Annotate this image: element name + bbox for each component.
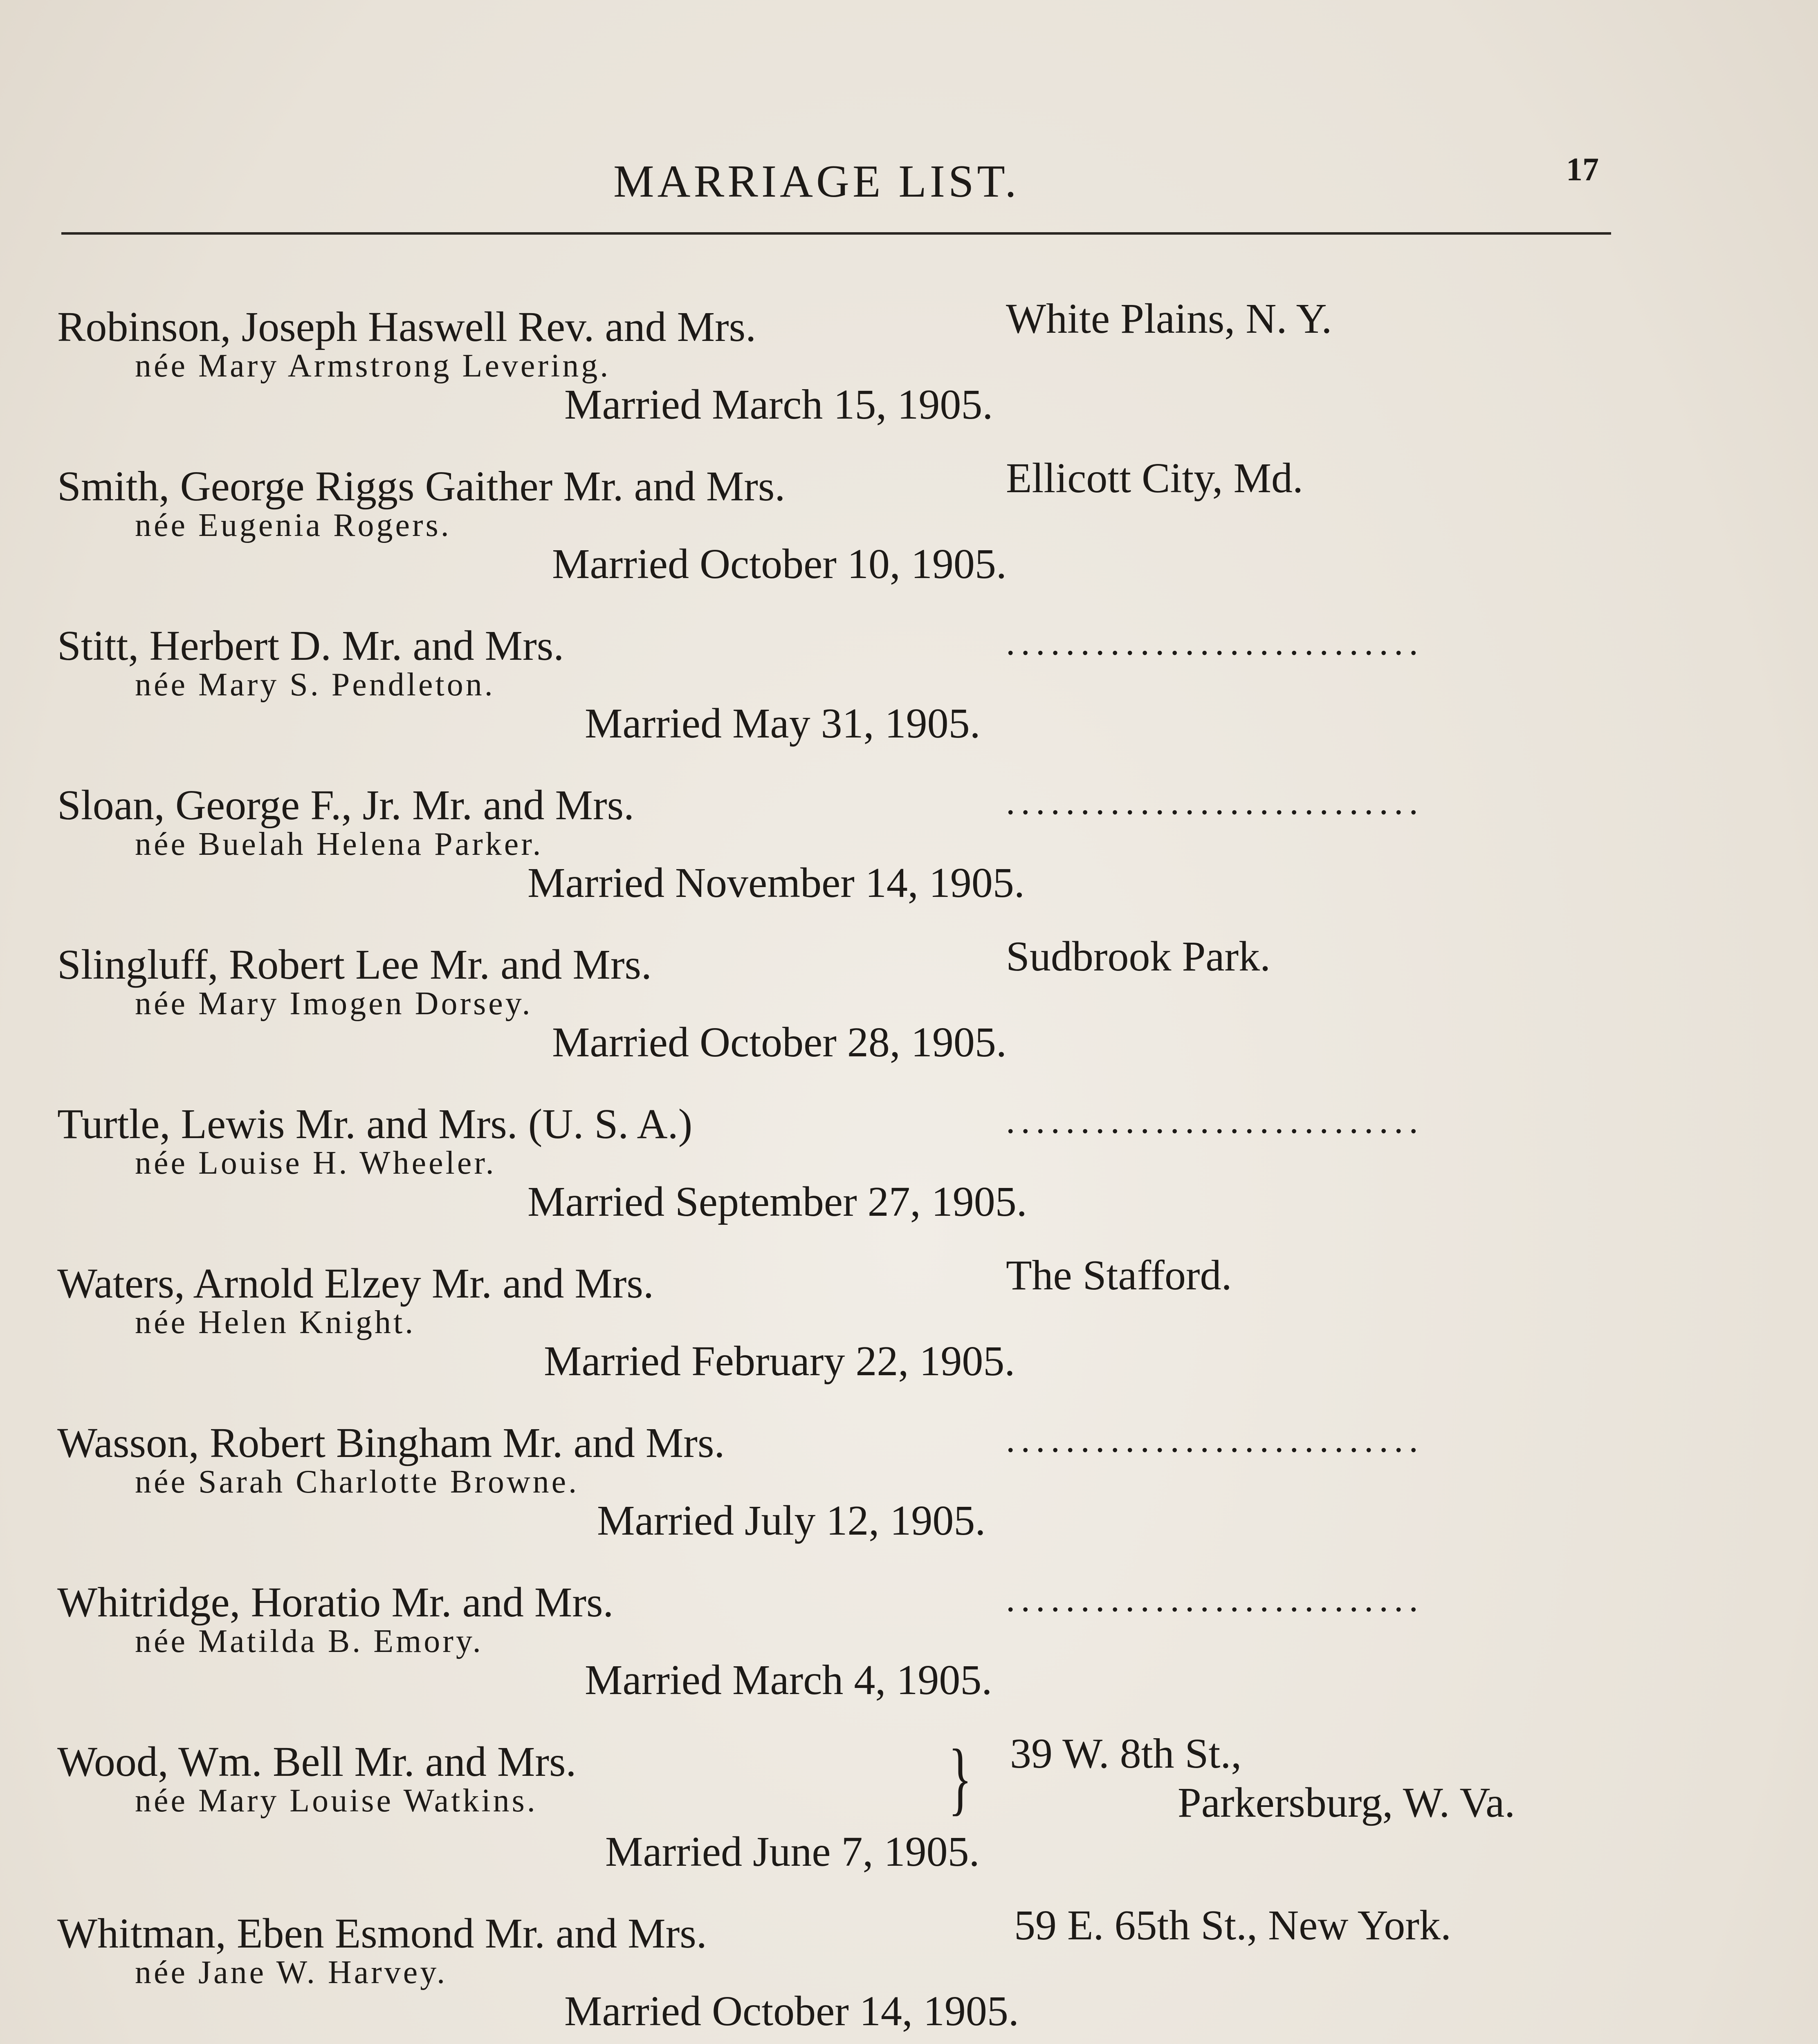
entry-nee: née Mary Louise Watkins.	[135, 1783, 538, 1819]
entry-address-blank: ............................	[1006, 1579, 1424, 1619]
list-item	[0, 1730, 1818, 1893]
list-item	[0, 933, 1818, 1096]
entry-married: Married June 7, 1905.	[605, 1828, 980, 1875]
brace-glyph: }	[948, 1733, 972, 1823]
list-item	[0, 781, 1818, 936]
entry-address: Ellicott City, Md.	[1006, 455, 1304, 502]
page-number: 17	[1566, 152, 1599, 188]
header-rule	[61, 232, 1611, 235]
entry-nee: née Matilda B. Emory.	[135, 1623, 483, 1659]
entry-nee: née Sarah Charlotte Browne.	[135, 1464, 579, 1500]
entry-married: Married July 12, 1905.	[597, 1497, 986, 1544]
entry-nee: née Louise H. Wheeler.	[135, 1145, 496, 1181]
entry-nee: née Jane W. Harvey.	[135, 1954, 448, 1990]
entry-married: Married May 31, 1905.	[585, 700, 981, 747]
entry-name: Waters, Arnold Elzey Mr. and Mrs.	[57, 1260, 654, 1307]
entry-address-blank: ............................	[1006, 1100, 1424, 1141]
entry-address-blank: ............................	[1006, 782, 1424, 822]
entry-married: Married February 22, 1905.	[544, 1338, 1015, 1385]
entry-address-blank: ............................	[1006, 1419, 1424, 1460]
entry-married: Married October 10, 1905.	[552, 540, 1007, 587]
list-item	[0, 1902, 1818, 2044]
entry-name: Smith, George Riggs Gaither Mr. and Mrs.	[57, 463, 786, 510]
list-item	[0, 1100, 1818, 1255]
list-item	[0, 621, 1818, 777]
entry-address: White Plains, N. Y.	[1006, 295, 1332, 342]
entry-nee: née Mary Imogen Dorsey.	[135, 986, 533, 1022]
entry-name: Slingluff, Robert Lee Mr. and Mrs.	[57, 941, 652, 988]
entry-address-blank: ............................	[1006, 622, 1424, 663]
entry-married: Married November 14, 1905.	[527, 859, 1025, 906]
list-item	[0, 455, 1818, 617]
entry-address-line-1: 39 W. 8th St.,	[1010, 1730, 1242, 1777]
list-item	[0, 1578, 1818, 1733]
entry-address-line-2: Parkersburg, W. Va.	[1178, 1779, 1515, 1826]
entry-address: The Stafford.	[1006, 1252, 1232, 1299]
entry-married: Married October 14, 1905.	[564, 1988, 1019, 2035]
entry-address: Sudbrook Park.	[1006, 933, 1271, 980]
entry-name: Turtle, Lewis Mr. and Mrs. (U. S. A.)	[57, 1100, 693, 1148]
entry-nee: née Mary S. Pendleton.	[135, 667, 495, 703]
page-title: MARRIAGE LIST.	[613, 156, 1020, 207]
entry-married: Married March 15, 1905.	[564, 381, 993, 428]
entry-name: Whitman, Eben Esmond Mr. and Mrs.	[57, 1910, 707, 1957]
entry-nee: née Buelah Helena Parker.	[135, 826, 543, 862]
entry-name: Stitt, Herbert D. Mr. and Mrs.	[57, 622, 564, 669]
entry-name: Whitridge, Horatio Mr. and Mrs.	[57, 1579, 614, 1626]
list-item	[0, 1419, 1818, 1574]
entry-name: Wood, Wm. Bell Mr. and Mrs.	[57, 1738, 577, 1785]
entry-name: Robinson, Joseph Haswell Rev. and Mrs.	[57, 303, 756, 350]
entry-nee: née Mary Armstrong Levering.	[135, 348, 611, 384]
entry-nee: née Helen Knight.	[135, 1304, 416, 1340]
entry-address: 59 E. 65th St., New York.	[1014, 1902, 1451, 1949]
entry-married: Married March 4, 1905.	[585, 1656, 992, 1703]
entry-married: Married October 28, 1905.	[552, 1019, 1007, 1066]
entry-nee: née Eugenia Rogers.	[135, 507, 451, 543]
list-item	[0, 1252, 1818, 1414]
entry-married: Married September 27, 1905.	[527, 1178, 1027, 1225]
entry-name: Sloan, George F., Jr. Mr. and Mrs.	[57, 782, 635, 829]
entry-name: Wasson, Robert Bingham Mr. and Mrs.	[57, 1419, 725, 1466]
list-item	[0, 295, 1818, 458]
